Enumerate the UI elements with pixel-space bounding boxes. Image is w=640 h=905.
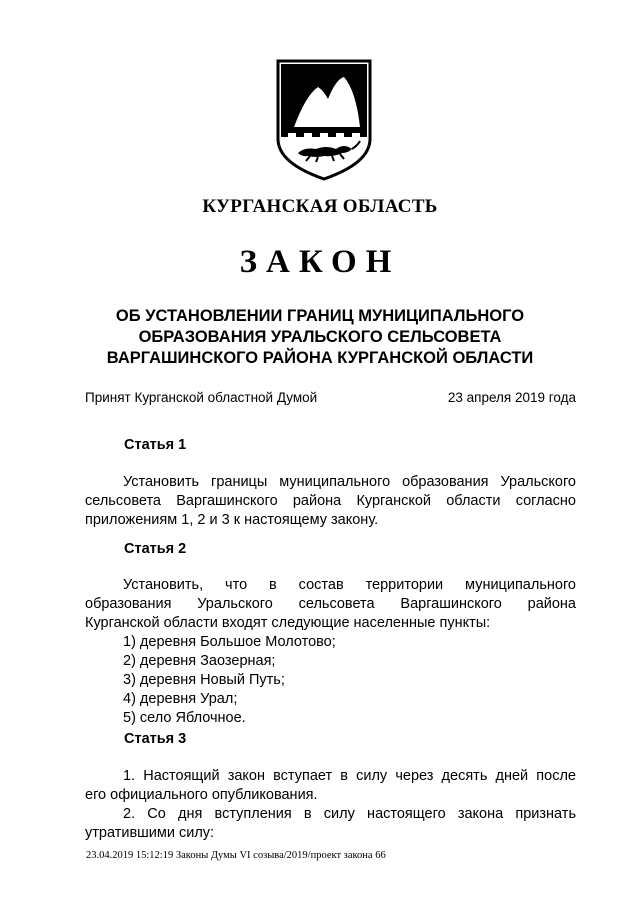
region-title: КУРГАНСКАЯ ОБЛАСТЬ — [202, 196, 438, 217]
text-line: утратившими силу: — [85, 825, 215, 841]
article-1-text — [85, 473, 576, 530]
article-3-text — [85, 767, 576, 843]
article-3-title: Статья 3 — [124, 731, 187, 747]
article-2-title: Статья 2 — [124, 541, 187, 557]
article-2-text — [85, 576, 576, 728]
settlement-item: 3) деревня Новый Путь; — [123, 672, 285, 688]
kurgan-coat-of-arms-icon — [272, 57, 376, 183]
text-line: его официального опубликования. — [85, 787, 318, 803]
settlement-item: 5) село Яблочное. — [123, 710, 246, 726]
text-line: приложениям 1, 2 и 3 к настоящему закону. — [85, 512, 379, 528]
text-line: 1. Настоящий закон вступает в силу через десять дней после — [123, 768, 576, 784]
text-line: образования Уральского сельсовета Варгашинского района — [85, 596, 576, 612]
law-subject — [60, 306, 580, 369]
document-type: ЗАКОН — [239, 244, 401, 280]
adoption-row — [85, 390, 576, 408]
settlement-item: 4) деревня Урал; — [123, 691, 238, 707]
settlement-item: 1) деревня Большое Молотово; — [123, 634, 336, 650]
settlement-item: 2) деревня Заозерная; — [123, 653, 276, 669]
text-line: Курганской области входят следующие населенные пункты: — [85, 615, 491, 631]
text-line: Установить границы муниципального образования Уральского — [123, 474, 576, 490]
law-subject-line: ОБРАЗОВАНИЯ УРАЛЬСКОГО СЕЛЬСОВЕТА — [138, 328, 502, 346]
adoption-date: 23 апреля 2019 года — [447, 390, 576, 405]
text-line: сельсовета Варгашинского района Курганской области согласно — [85, 493, 576, 509]
law-subject-line: ВАРГАШИНСКОГО РАЙОНА КУРГАНСКОЙ ОБЛАСТИ — [106, 349, 534, 367]
law-subject-line: ОБ УСТАНОВЛЕНИИ ГРАНИЦ МУНИЦИПАЛЬНОГО — [115, 307, 525, 325]
text-line: 2. Со дня вступления в силу настоящего закона признать — [123, 806, 576, 822]
text-line: Установить, что в состав территории муниципального — [123, 577, 576, 593]
footer-file-stamp: 23.04.2019 15:12:19 Законы Думы VI созыва/2019/проект закона 66 — [86, 850, 386, 861]
article-1-title: Статья 1 — [124, 437, 187, 453]
adopted-by: Принят Курганской областной Думой — [85, 390, 318, 405]
